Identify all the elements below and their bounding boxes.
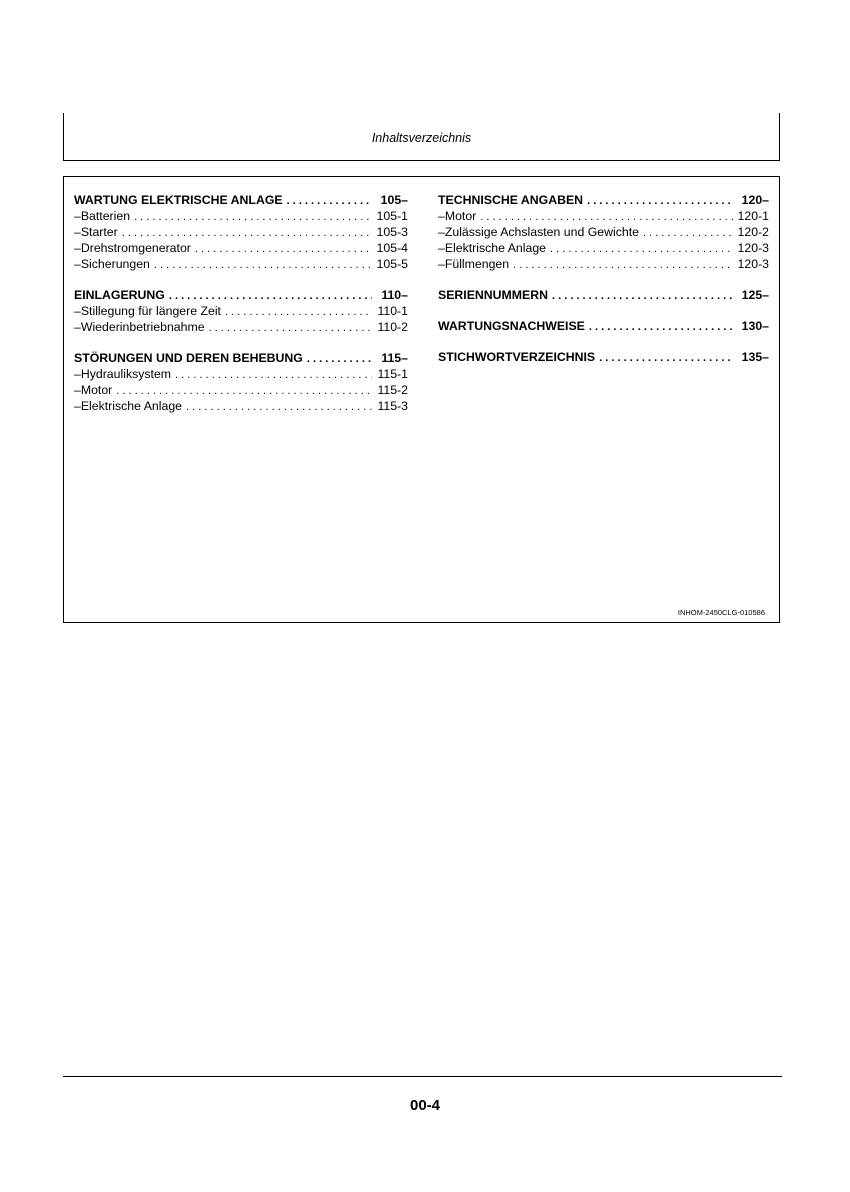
toc-column-right xyxy=(438,192,769,380)
toc-leader-dots xyxy=(134,209,372,225)
toc-entry[interactable] xyxy=(74,224,408,240)
toc-entry-label: WARTUNG ELEKTRISCHE ANLAGE xyxy=(74,193,283,207)
toc-leader-dots xyxy=(550,241,733,257)
toc-entry-page: 110-1 xyxy=(377,304,408,318)
toc-entry-label: –Füllmengen xyxy=(438,257,510,271)
toc-section xyxy=(438,287,769,303)
toc-entry-label: SERIENNUMMERN xyxy=(438,288,548,302)
toc-entry-label: –Wiederinbetriebnahme xyxy=(74,320,205,334)
toc-leader-dots xyxy=(643,225,733,241)
toc-entry-page: 105-1 xyxy=(376,209,408,223)
toc-entry-page: 105-3 xyxy=(376,225,408,239)
footer-rule xyxy=(63,1076,782,1077)
toc-entry[interactable] xyxy=(438,224,769,240)
toc-leader-dots xyxy=(186,399,372,415)
toc-leader-dots xyxy=(599,350,733,366)
toc-leader-dots xyxy=(122,225,372,241)
toc-entry-page: 110-2 xyxy=(377,320,408,334)
toc-entry-page: 120-2 xyxy=(737,225,769,239)
toc-leader-dots xyxy=(195,241,372,257)
header-title: Inhaltsverzeichnis xyxy=(371,131,472,145)
toc-section-heading[interactable] xyxy=(438,349,769,365)
toc-entry[interactable] xyxy=(74,240,408,256)
toc-entry-label: –Starter xyxy=(74,225,118,239)
toc-entry-label: –Elektrische Anlage xyxy=(438,241,547,255)
toc-entry-page: 110– xyxy=(381,288,408,302)
toc-section-heading[interactable] xyxy=(438,287,769,303)
toc-entry[interactable] xyxy=(438,256,769,272)
toc-entry-page: 105-4 xyxy=(376,241,408,255)
toc-entry-page: 105-5 xyxy=(376,257,408,271)
toc-section-heading[interactable] xyxy=(74,287,408,303)
toc-entry-label: –Motor xyxy=(74,383,113,397)
toc-leader-dots xyxy=(209,320,372,336)
toc-leader-dots xyxy=(287,193,372,209)
toc-entry-page: 115-3 xyxy=(377,399,408,413)
toc-entry-label: WARTUNGSNACHWEISE xyxy=(438,319,585,333)
toc-entry[interactable] xyxy=(74,319,408,335)
toc-entry-label: –Sicherungen xyxy=(74,257,150,271)
toc-section xyxy=(438,192,769,272)
toc-entry-label: –Elektrische Anlage xyxy=(74,399,183,413)
toc-leader-dots xyxy=(587,193,733,209)
toc-section xyxy=(74,350,408,414)
toc-entry-page: 125– xyxy=(741,288,769,302)
toc-entry[interactable] xyxy=(438,208,769,224)
toc-entry-page: 120-1 xyxy=(737,209,769,223)
toc-section-heading[interactable] xyxy=(438,192,769,208)
toc-section-heading[interactable] xyxy=(438,318,769,334)
toc-section xyxy=(438,349,769,365)
toc-entry[interactable] xyxy=(74,366,408,382)
document-code: INHOM-2450CLG-010586 xyxy=(677,608,765,617)
toc-entry-page: 130– xyxy=(741,319,769,333)
toc-section-heading[interactable] xyxy=(74,192,408,208)
toc-leader-dots xyxy=(169,288,372,304)
toc-entry-label: –Stillegung für längere Zeit xyxy=(74,304,221,318)
toc-entry[interactable] xyxy=(74,208,408,224)
toc-leader-dots xyxy=(513,257,733,273)
toc-entry-page: 105– xyxy=(380,193,408,207)
toc-section-heading[interactable] xyxy=(74,350,408,366)
toc-leader-dots xyxy=(307,351,372,367)
toc-leader-dots xyxy=(589,319,733,335)
header-box xyxy=(63,113,780,161)
toc-entry[interactable] xyxy=(74,382,408,398)
toc-entry-label: –Motor xyxy=(438,209,477,223)
toc-entry-label: –Batterien xyxy=(74,209,131,223)
toc-entry-label: –Zulässige Achslasten und Gewichte xyxy=(438,225,639,239)
toc-column-left xyxy=(74,192,408,429)
toc-entry-label: TECHNISCHE ANGABEN xyxy=(438,193,584,207)
toc-entry-page: 135– xyxy=(741,350,769,364)
toc-entry[interactable] xyxy=(438,240,769,256)
toc-entry-page: 120-3 xyxy=(737,241,769,255)
toc-leader-dots xyxy=(116,383,372,399)
toc-entry[interactable] xyxy=(74,398,408,414)
toc-entry-label: –Drehstromgenerator xyxy=(74,241,191,255)
toc-entry-page: 120– xyxy=(741,193,769,207)
toc-entry[interactable] xyxy=(74,256,408,272)
toc-leader-dots xyxy=(154,257,372,273)
toc-section xyxy=(74,192,408,272)
table-of-contents xyxy=(63,176,780,623)
toc-leader-dots xyxy=(552,288,733,304)
toc-entry-label: EINLAGERUNG xyxy=(74,288,165,302)
toc-entry-label: –Hydrauliksystem xyxy=(74,367,172,381)
toc-entry-page: 115-1 xyxy=(377,367,408,381)
toc-entry-label: STÖRUNGEN UND DEREN BEHEBUNG xyxy=(74,351,303,365)
toc-entry-label: STICHWORTVERZEICHNIS xyxy=(438,350,596,364)
page-number: 00-4 xyxy=(409,1097,441,1114)
toc-entry-page: 115-2 xyxy=(377,383,408,397)
toc-entry[interactable] xyxy=(74,303,408,319)
toc-section xyxy=(74,287,408,335)
toc-entry-page: 120-3 xyxy=(737,257,769,271)
toc-leader-dots xyxy=(225,304,372,320)
toc-leader-dots xyxy=(480,209,733,225)
toc-leader-dots xyxy=(175,367,372,383)
toc-section xyxy=(438,318,769,334)
toc-entry-page: 115– xyxy=(381,351,408,365)
